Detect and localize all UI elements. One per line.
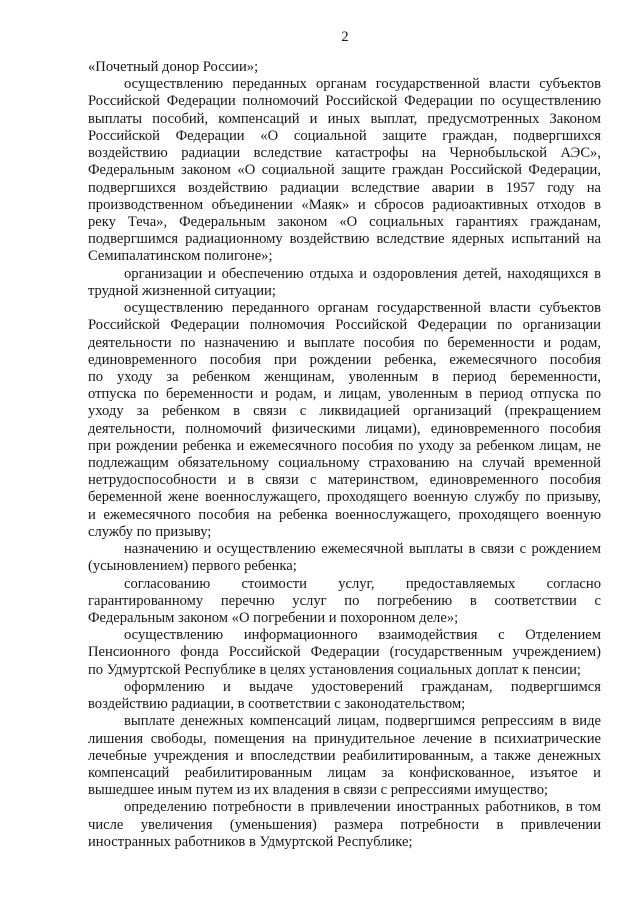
paragraph: [88, 541, 601, 575]
paragraph: [88, 59, 601, 76]
text-line: оформлению и выдаче удостоверений гражданам, подвергшимся: [124, 678, 601, 695]
text-line: службу по призыву;: [88, 523, 212, 540]
text-line: назначению и осуществлению ежемесячной выплаты в связи с рождением: [124, 541, 601, 558]
paragraph: [88, 576, 601, 628]
text-line: Федеральным законом «О социальной защите граждан Российской Федерации,: [88, 162, 601, 179]
text-line: организации и обеспечению отдыха и оздоровления детей, находящихся в: [124, 265, 601, 282]
text-line: осуществлению информационного взаимодействия с Отделением: [124, 627, 601, 644]
text-line: осуществлению переданных органам государственной власти субъектов: [124, 76, 601, 93]
paragraph: [88, 799, 601, 851]
text-line: Российской Федерации полномочий Российской Федерации по осуществлению: [88, 93, 601, 110]
text-line: Семипалатинском полигоне»;: [88, 248, 273, 265]
text-line: нетрудоспособности и в связи с материнством, единовременного пособия: [88, 472, 601, 489]
text-line: «Почетный донор России»;: [88, 59, 259, 75]
paragraph: [88, 679, 601, 713]
text-line: подвергшихся воздействию радиации вследствие аварии в 1957 году на: [88, 179, 601, 196]
text-line: при рождении ребенка и ежемесячного пособия по уходу за ребенком лицам, не: [88, 437, 601, 454]
text-line: деятельности по назначению и выплате пособия по беременности и родам,: [88, 334, 601, 351]
text-line: беременной жене военнослужащего, проходящего военную службу по призыву,: [88, 489, 601, 506]
text-line: вышедшее иным путем из их владения в связи с репрессиями имущество;: [88, 782, 549, 799]
text-line: единовременного пособия при рождении ребенка, ежемесячного пособия: [88, 351, 601, 368]
paragraph: [88, 300, 601, 541]
text-line: уходу за ребенком в связи с ликвидацией организаций (прекращением: [88, 403, 601, 420]
text-line: деятельности, полномочий физическими лицами), единовременного пособия: [88, 420, 601, 437]
paragraph: [88, 713, 601, 799]
paragraph: [88, 627, 601, 679]
text-line: определению потребности в привлечении иностранных работников, в том: [124, 799, 601, 816]
text-line: реку Теча», Федеральным законом «О социальных гарантиях гражданам,: [88, 213, 601, 230]
document-body: [88, 59, 601, 851]
text-line: согласованию стоимости услуг, предоставляемых согласно: [124, 575, 601, 592]
text-line: Российской Федерации «О социальной защите граждан, подвергшихся: [88, 127, 601, 144]
page-number: 2: [341, 29, 349, 45]
text-line: производственном объединении «Маяк» и сбросов радиоактивных отходов в: [88, 196, 601, 213]
text-line: выплате денежных компенсаций лицам, подвергшимся репрессиям в виде: [124, 713, 601, 730]
text-line: числе увеличения (уменьшения) размера потребности в привлечении: [88, 816, 601, 833]
text-line: осуществлению переданного органам государственной власти субъектов: [124, 300, 601, 317]
text-line: компенсаций реабилитированным лицам за конфискованное, изъятое и: [88, 764, 601, 781]
paragraph: [88, 76, 601, 265]
text-line: отпуска по беременности и родам, и лицам, уволенным в период отпуска по: [88, 386, 601, 403]
text-line: по уходу за ребенком женщинам, уволенным в период беременности,: [88, 368, 601, 385]
text-line: Федеральным законом «О погребении и похоронном деле»;: [88, 610, 459, 626]
text-line: лечебные учреждения и впоследствии реабилитированным, а также денежных: [88, 747, 601, 764]
text-line: гарантированному перечню услуг по погребению в соответствии с: [88, 592, 601, 609]
text-line: выплаты пособий, компенсаций и иных выплат, предусмотренных Законом: [88, 110, 601, 127]
text-line: воздействию радиации вследствие катастрофы на Чернобыльской АЭС»,: [88, 145, 601, 162]
text-line: Российской Федерации полномочия Российской Федерации по организации: [88, 317, 601, 334]
text-line: воздействию радиации, в соответствии с законодательством;: [88, 696, 466, 713]
text-line: подлежащим обязательному социальному страхованию на случай временной: [88, 455, 601, 472]
text-line: лишения свободы, помещения на принудительное лечение в психиатрические: [88, 730, 601, 747]
paragraph: [88, 266, 601, 300]
text-line: и ежемесячного пособия на ребенка военнослужащего, проходящего военную: [88, 506, 601, 523]
text-line: иностранных работников в Удмуртской Республике;: [88, 833, 413, 850]
text-line: трудной жизненной ситуации;: [88, 282, 276, 299]
text-line: по Удмуртской Республике в целях установления социальных доплат к пенсии;: [88, 661, 581, 678]
text-line: Пенсионного фонда Российской Федерации (государственным учреждением): [88, 644, 601, 661]
text-line: подвергшимся радиационному воздействию вследствие ядерных испытаний на: [88, 231, 601, 248]
text-line: (усыновлением) первого ребенка;: [88, 558, 297, 575]
